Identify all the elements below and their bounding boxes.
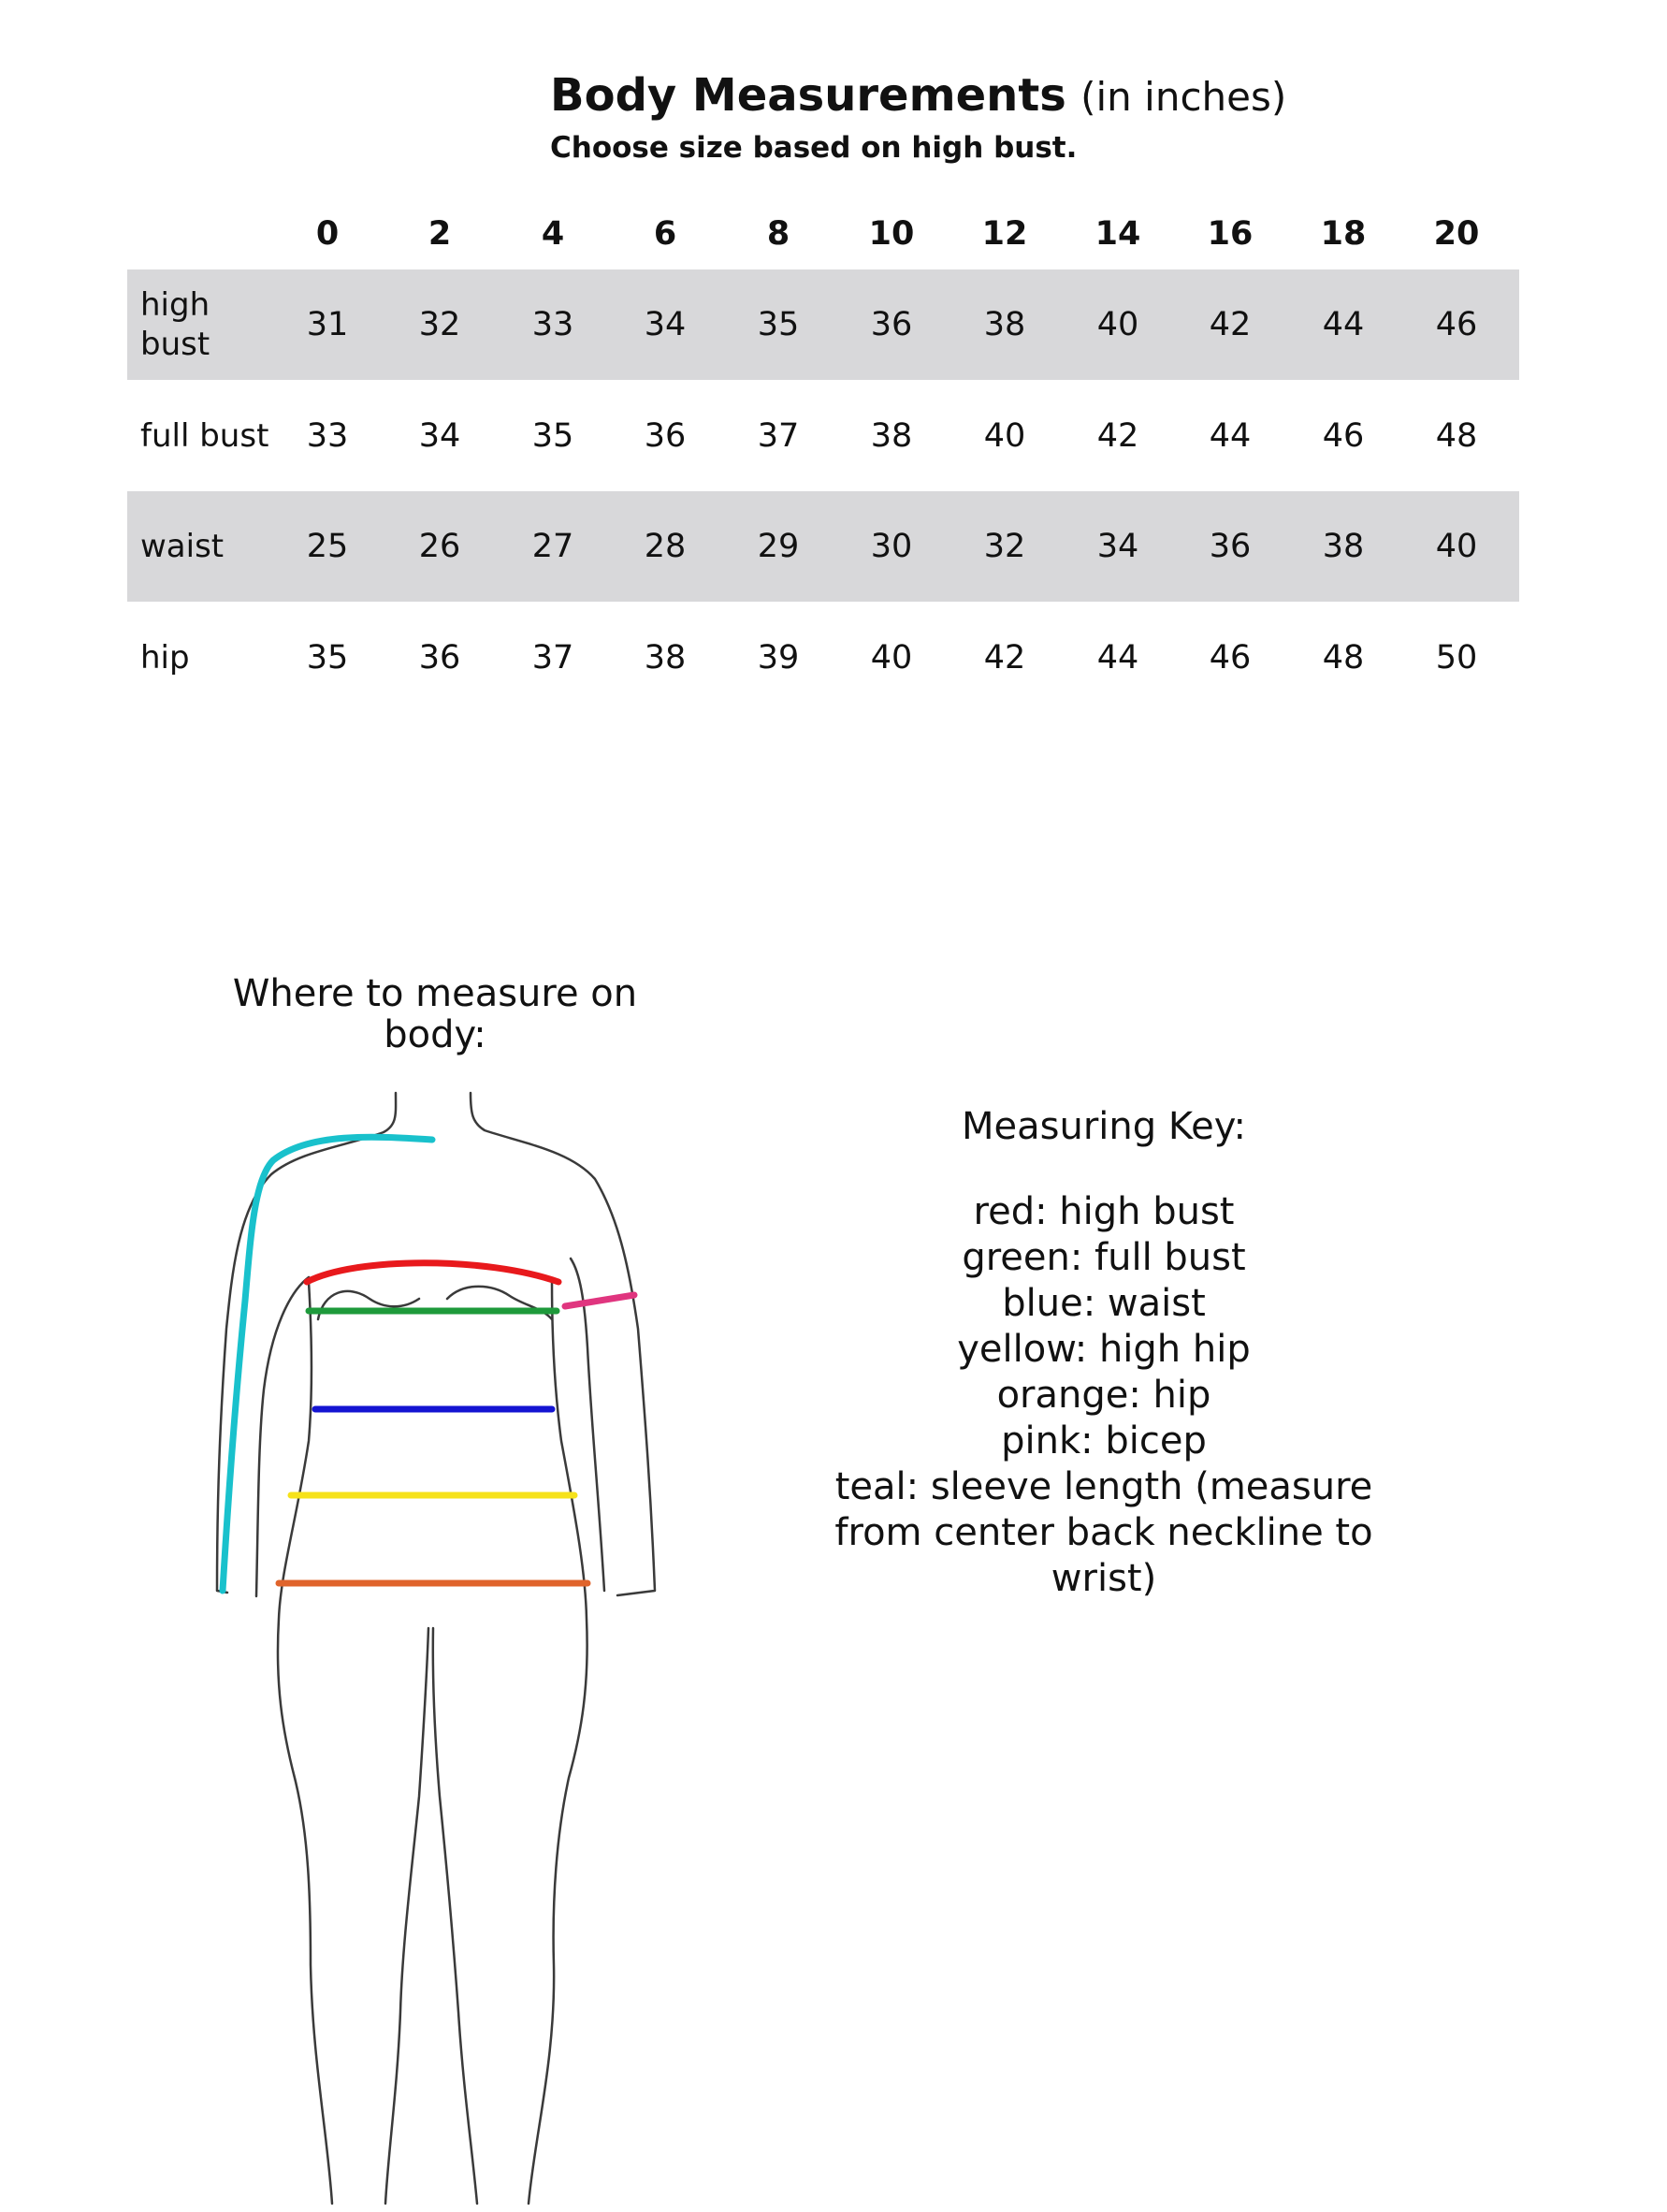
size-header-cell: 2 <box>428 215 452 253</box>
table-cell: 38 <box>1322 528 1365 565</box>
table-cell: 44 <box>1096 639 1139 677</box>
key-item: yellow: high hip <box>957 1328 1251 1371</box>
row-label: full bust <box>140 417 269 455</box>
table-row <box>127 491 1519 602</box>
table-cell: 32 <box>418 306 461 343</box>
key-item: orange: hip <box>996 1374 1211 1417</box>
high-bust-line <box>307 1263 558 1282</box>
table-cell: 48 <box>1322 639 1365 677</box>
size-header-cell: 0 <box>315 215 340 253</box>
table-cell: 46 <box>1209 639 1252 677</box>
size-header-cell: 16 <box>1207 215 1254 253</box>
table-cell: 37 <box>757 417 800 455</box>
measurement-lines <box>223 1137 634 1591</box>
title-main: Body Measurements <box>550 69 1066 122</box>
row-label: high bust <box>140 286 210 363</box>
table-cell: 27 <box>531 528 574 565</box>
table-cell: 30 <box>870 528 913 565</box>
table-row <box>127 381 1519 491</box>
key-items <box>823 1189 1384 1602</box>
table-cell: 35 <box>306 639 349 677</box>
title-block <box>550 67 1286 168</box>
table-cell: 36 <box>1209 528 1252 565</box>
table-cell: 36 <box>870 306 913 343</box>
table-cell: 36 <box>418 639 461 677</box>
table-cell: 42 <box>983 639 1026 677</box>
table-cell: 40 <box>983 417 1026 455</box>
size-header-cell: 12 <box>981 215 1028 253</box>
body-measurement-figure <box>0 1076 711 2212</box>
diagram-caption: Where to measure on body: <box>232 972 638 1056</box>
table-cell: 34 <box>644 306 687 343</box>
page-subtitle: Choose size based on high bust. <box>550 131 1078 165</box>
key-item: green: full bust <box>962 1236 1246 1279</box>
body-outline <box>217 1093 655 2204</box>
table-cell: 42 <box>1209 306 1252 343</box>
measuring-key <box>823 1104 1384 1602</box>
table-cell: 40 <box>870 639 913 677</box>
bicep-line <box>565 1295 634 1306</box>
table-cell: 39 <box>757 639 800 677</box>
size-header-cell: 14 <box>1094 215 1141 253</box>
sleeve-length-line <box>223 1137 432 1591</box>
table-cell: 33 <box>531 306 574 343</box>
table-cell: 34 <box>418 417 461 455</box>
table-cell: 40 <box>1096 306 1139 343</box>
table-cell: 36 <box>644 417 687 455</box>
title-unit: (in inches) <box>1080 74 1287 120</box>
key-title: Measuring Key: <box>962 1105 1246 1148</box>
row-label: waist <box>140 528 225 565</box>
table-cell: 29 <box>757 528 800 565</box>
table-cell: 38 <box>644 639 687 677</box>
table-cell: 28 <box>644 528 687 565</box>
key-item: blue: waist <box>1002 1282 1206 1325</box>
page-title <box>550 67 1286 125</box>
table-cell: 33 <box>306 417 349 455</box>
table-cell: 34 <box>1096 528 1139 565</box>
table-cell: 44 <box>1209 417 1252 455</box>
table-row <box>127 603 1519 713</box>
table-cell: 38 <box>870 417 913 455</box>
size-header-cell: 10 <box>868 215 915 253</box>
table-cell: 32 <box>983 528 1026 565</box>
table-row <box>127 269 1519 380</box>
table-cell: 37 <box>531 639 574 677</box>
table-cell: 31 <box>306 306 349 343</box>
size-header-cell: 4 <box>541 215 565 253</box>
table-cell: 38 <box>983 306 1026 343</box>
table-cell: 46 <box>1435 306 1478 343</box>
key-item: pink: bicep <box>1001 1419 1207 1463</box>
size-header-cell: 18 <box>1320 215 1367 253</box>
table-cell: 42 <box>1096 417 1139 455</box>
table-cell: 35 <box>757 306 800 343</box>
table-cell: 48 <box>1435 417 1478 455</box>
key-item: red: high bust <box>973 1190 1235 1233</box>
size-header-cell: 8 <box>766 215 790 253</box>
table-cell: 40 <box>1435 528 1478 565</box>
table-cell: 50 <box>1435 639 1478 677</box>
key-item: teal: sleeve length (measure from center back neckline to wrist) <box>834 1465 1373 1600</box>
table-cell: 46 <box>1322 417 1365 455</box>
table-cell: 26 <box>418 528 461 565</box>
row-label: hip <box>140 639 190 677</box>
table-cell: 35 <box>531 417 574 455</box>
size-header-cell: 6 <box>653 215 677 253</box>
table-cell: 25 <box>306 528 349 565</box>
table-cell: 44 <box>1322 306 1365 343</box>
size-header-cell: 20 <box>1433 215 1480 253</box>
